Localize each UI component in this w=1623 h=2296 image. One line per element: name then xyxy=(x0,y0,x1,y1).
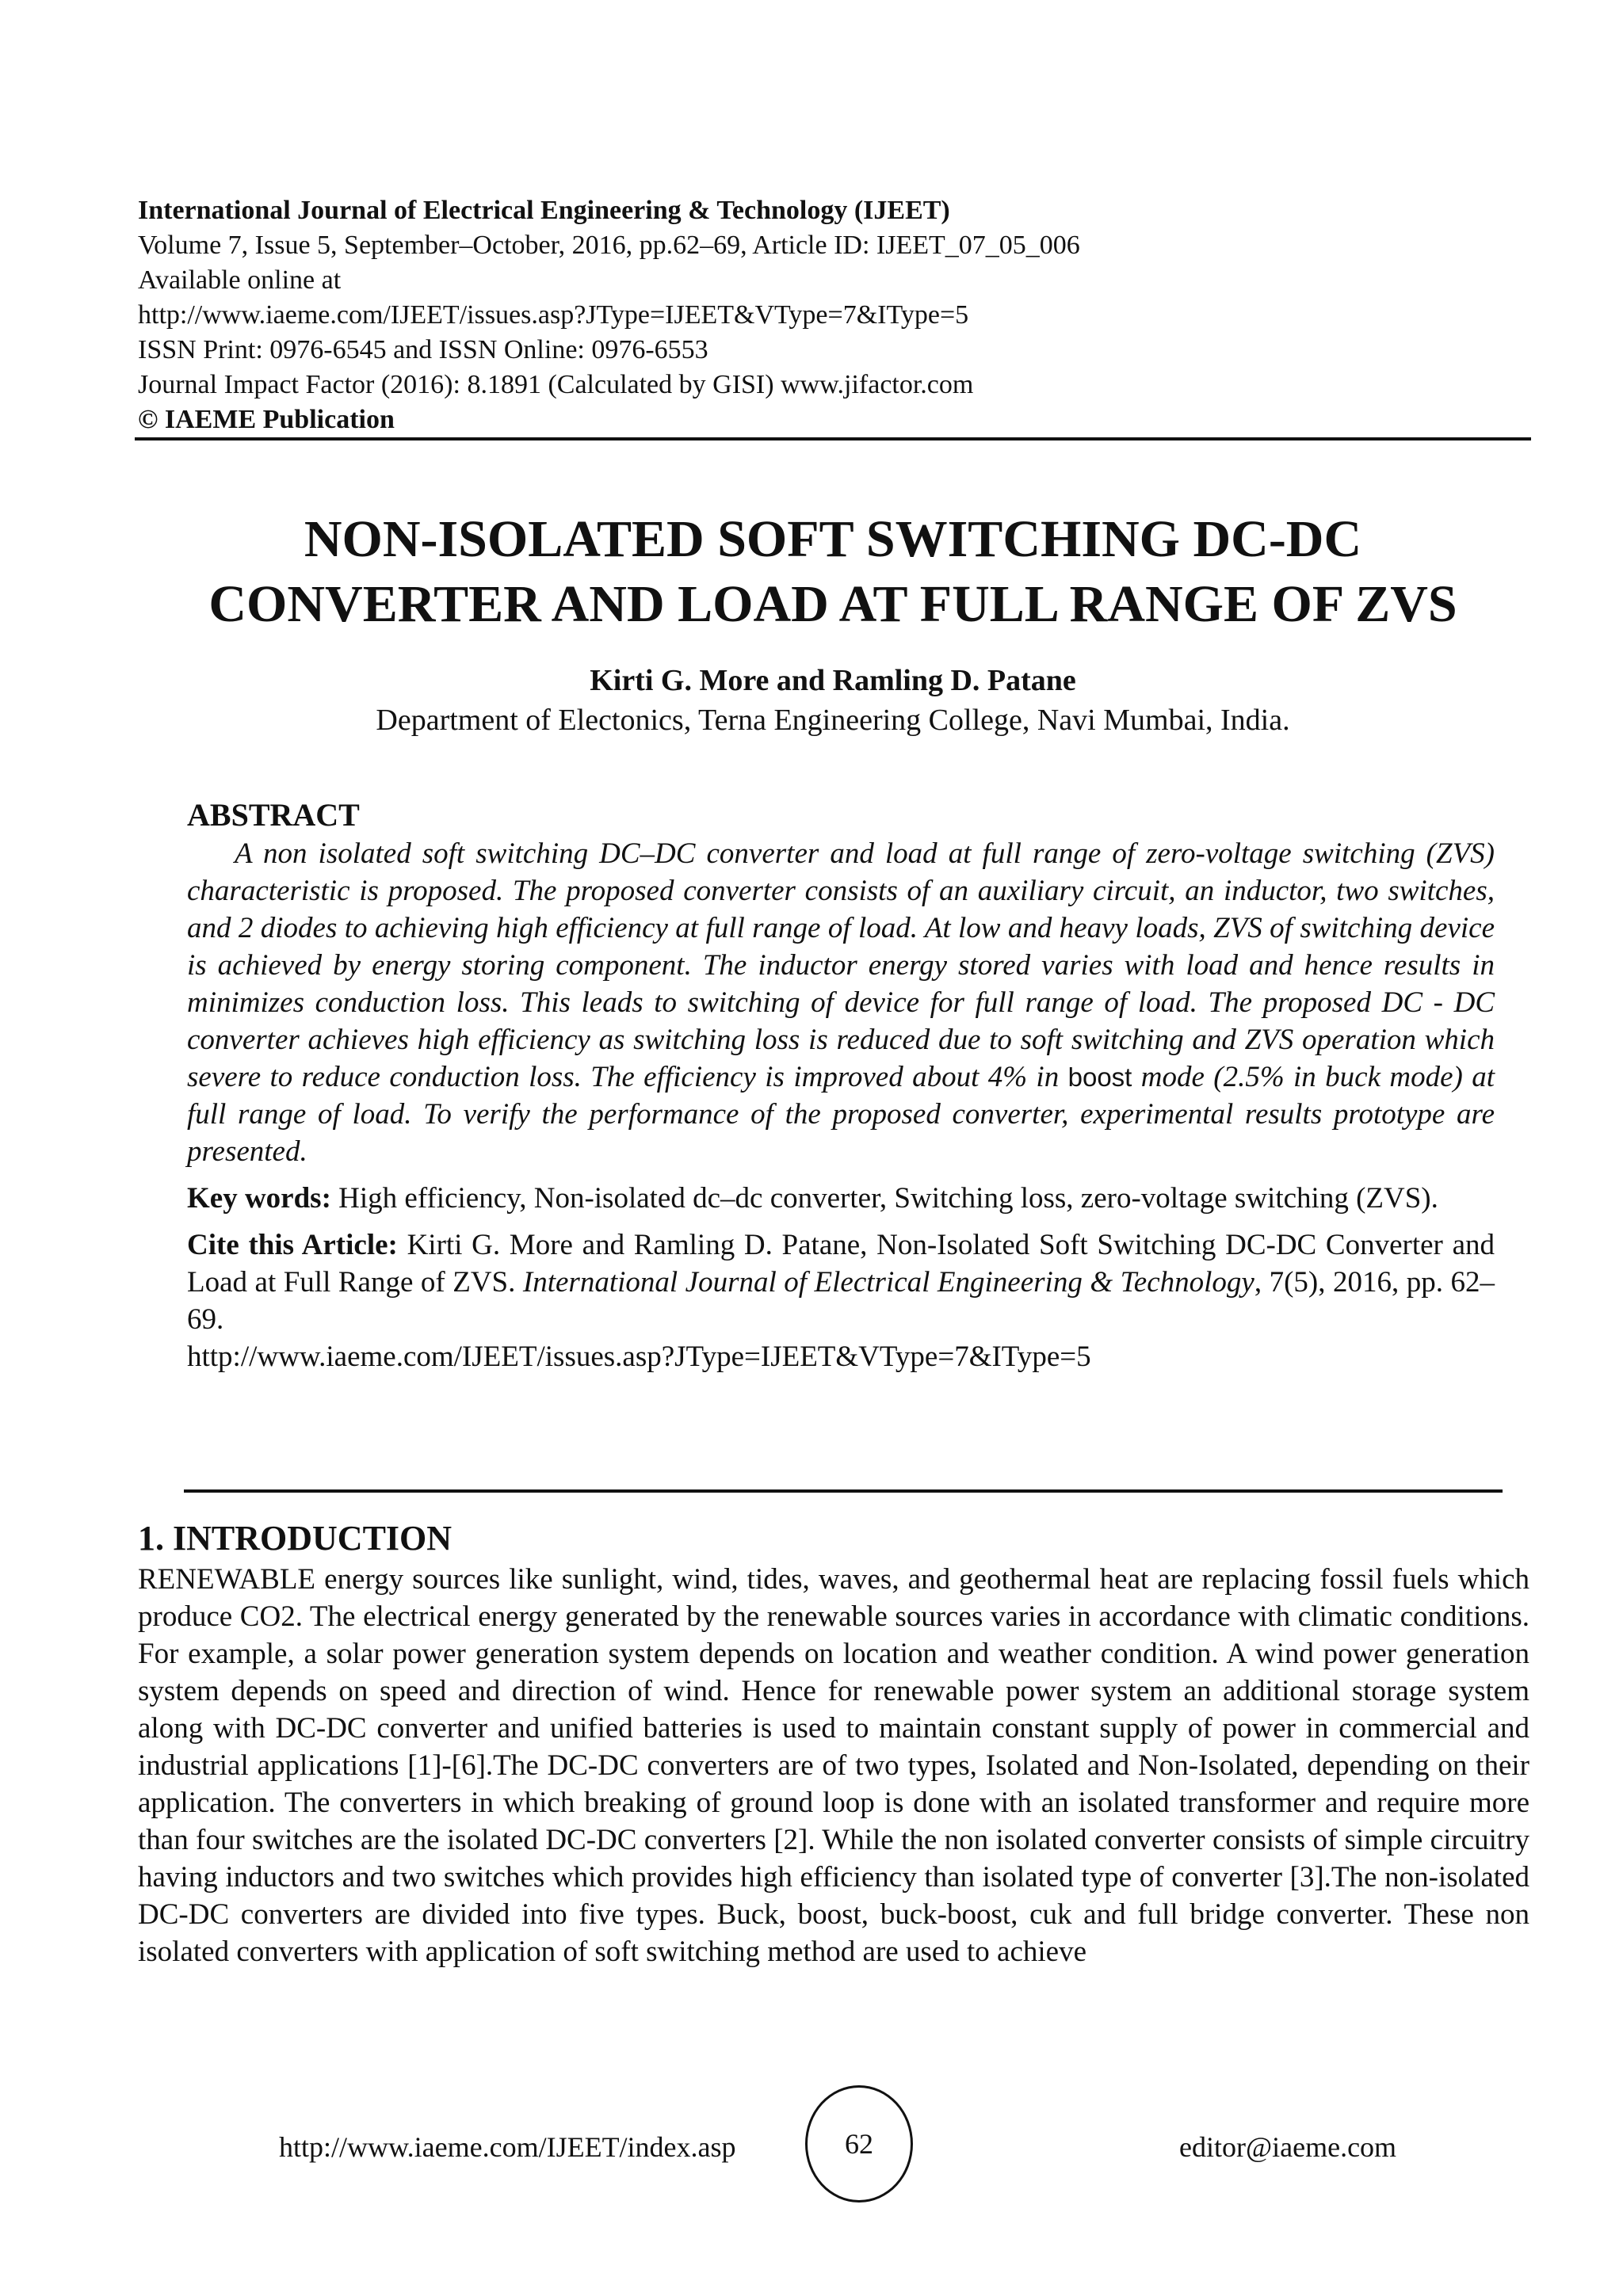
abstract-text-a: A non isolated soft switching DC–DC converter and load at full range of zero-voltage switching (ZVS) characteristic is proposed. The proposed converter consists of an auxiliary circuit, an inductor, two switches, and 2 diodes to achieving high efficiency at full range of load. At low and heavy loads, ZVS of switching device is achieved by energy storing component. The inductor energy stored varies with load and hence results in minimizes conduction loss. This leads to switching of device for full range of load. The proposed DC - DC converter achieves high efficiency as switching loss is reduced due to soft switching and ZVS operation which severe to reduce conduction loss. The efficiency is improved about 4% in xyxy=(187,837,1495,1093)
footer-url[interactable]: http://www.iaeme.com/IJEET/index.asp xyxy=(279,2131,736,2163)
paper-title xyxy=(135,507,1531,637)
title-line-2: CONVERTER AND LOAD AT FULL RANGE OF ZVS xyxy=(208,575,1457,633)
abstract-heading: ABSTRACT xyxy=(187,797,360,833)
introduction-heading: 1. INTRODUCTION xyxy=(138,1519,453,1558)
footer-email[interactable]: editor@iaeme.com xyxy=(1179,2131,1397,2163)
keywords-label: Key words: xyxy=(187,1182,331,1215)
cite-rest: , 7(5), 2016, pp. 62–69. xyxy=(187,1266,1495,1336)
header-divider xyxy=(135,437,1531,441)
title-line-1: NON-ISOLATED SOFT SWITCHING DC-DC xyxy=(304,510,1362,568)
journal-header xyxy=(138,193,1525,437)
issn: ISSN Print: 0976-6545 and ISSN Online: 0976-6553 xyxy=(138,335,708,364)
journal-name: International Journal of Electrical Engineering & Technology (IJEET) xyxy=(138,196,950,225)
citation xyxy=(187,1226,1495,1375)
cite-url[interactable]: http://www.iaeme.com/IJEET/issues.asp?JType=IJEET&VType=7&IType=5 xyxy=(187,1341,1091,1373)
abstract-boost: boost xyxy=(1067,1062,1132,1092)
cite-journal: International Journal of Electrical Engineering & Technology xyxy=(522,1266,1254,1299)
available-online: Available online at xyxy=(138,265,342,295)
abstract-divider xyxy=(184,1489,1503,1493)
cite-label: Cite this Article: xyxy=(187,1229,398,1261)
publisher: © IAEME Publication xyxy=(138,405,395,434)
impact-factor: Journal Impact Factor (2016): 8.1891 (Calculated by GISI) www.jifactor.com xyxy=(138,370,974,399)
authors: Kirti G. More and Ramling D. Patane xyxy=(590,664,1076,697)
abstract-section xyxy=(187,795,1495,1375)
keywords-text: High efficiency, Non-isolated dc–dc converter, Switching loss, zero-voltage switching (ZVS). xyxy=(338,1182,1438,1215)
cite-text: Kirti G. More and Ramling D. Patane, Non-Isolated Soft Switching DC-DC Converter and Load at Full Range of ZVS. xyxy=(187,1229,1495,1299)
page-number xyxy=(805,2085,913,2203)
issues-url[interactable]: http://www.iaeme.com/IJEET/issues.asp?JType=IJEET&VType=7&IType=5 xyxy=(138,300,969,330)
abstract-text-b: mode (2.5% in buck mode) at full range of load. To verify the performance of the proposed converter, experimental results prototype are presented. xyxy=(187,1061,1495,1168)
abstract-body xyxy=(187,835,1495,1170)
introduction-section xyxy=(138,1518,1529,1970)
page-number-text: 62 xyxy=(845,2128,873,2160)
affiliation: Department of Electonics, Terna Engineering College, Navi Mumbai, India. xyxy=(376,704,1290,737)
introduction-body: RENEWABLE energy sources like sunlight, wind, tides, waves, and geothermal heat are replacing fossil fuels which produce CO2. The electrical energy generated by the renewable sources varies in accordance with climatic conditions. For example, a solar power generation system depends on location and weather condition. A wind power generation system depends on speed and direction of wind. Hence for renewable power system an additional storage system along with DC-DC converter and unified batteries is used to maintain constant supply of power in commercial and industrial applications [1]-[6].The DC-DC converters are of two types, Isolated and Non-Isolated, depending on their application. The converters in which breaking of ground loop is done with an isolated transformer and require more than four switches are the isolated DC-DC converters [2]. While the non isolated converter consists of simple circuitry having inductors and two switches which provides high efficiency than isolated type of converter [3].The non-isolated DC-DC converters are divided into five types. Buck, boost, buck-boost, cuk and full bridge converter. These non isolated converters with application of soft switching method are used to achieve xyxy=(138,1563,1529,1968)
keywords xyxy=(187,1180,1495,1217)
volume-info: Volume 7, Issue 5, September–October, 2016, pp.62–69, Article ID: IJEET_07_05_006 xyxy=(138,231,1080,260)
